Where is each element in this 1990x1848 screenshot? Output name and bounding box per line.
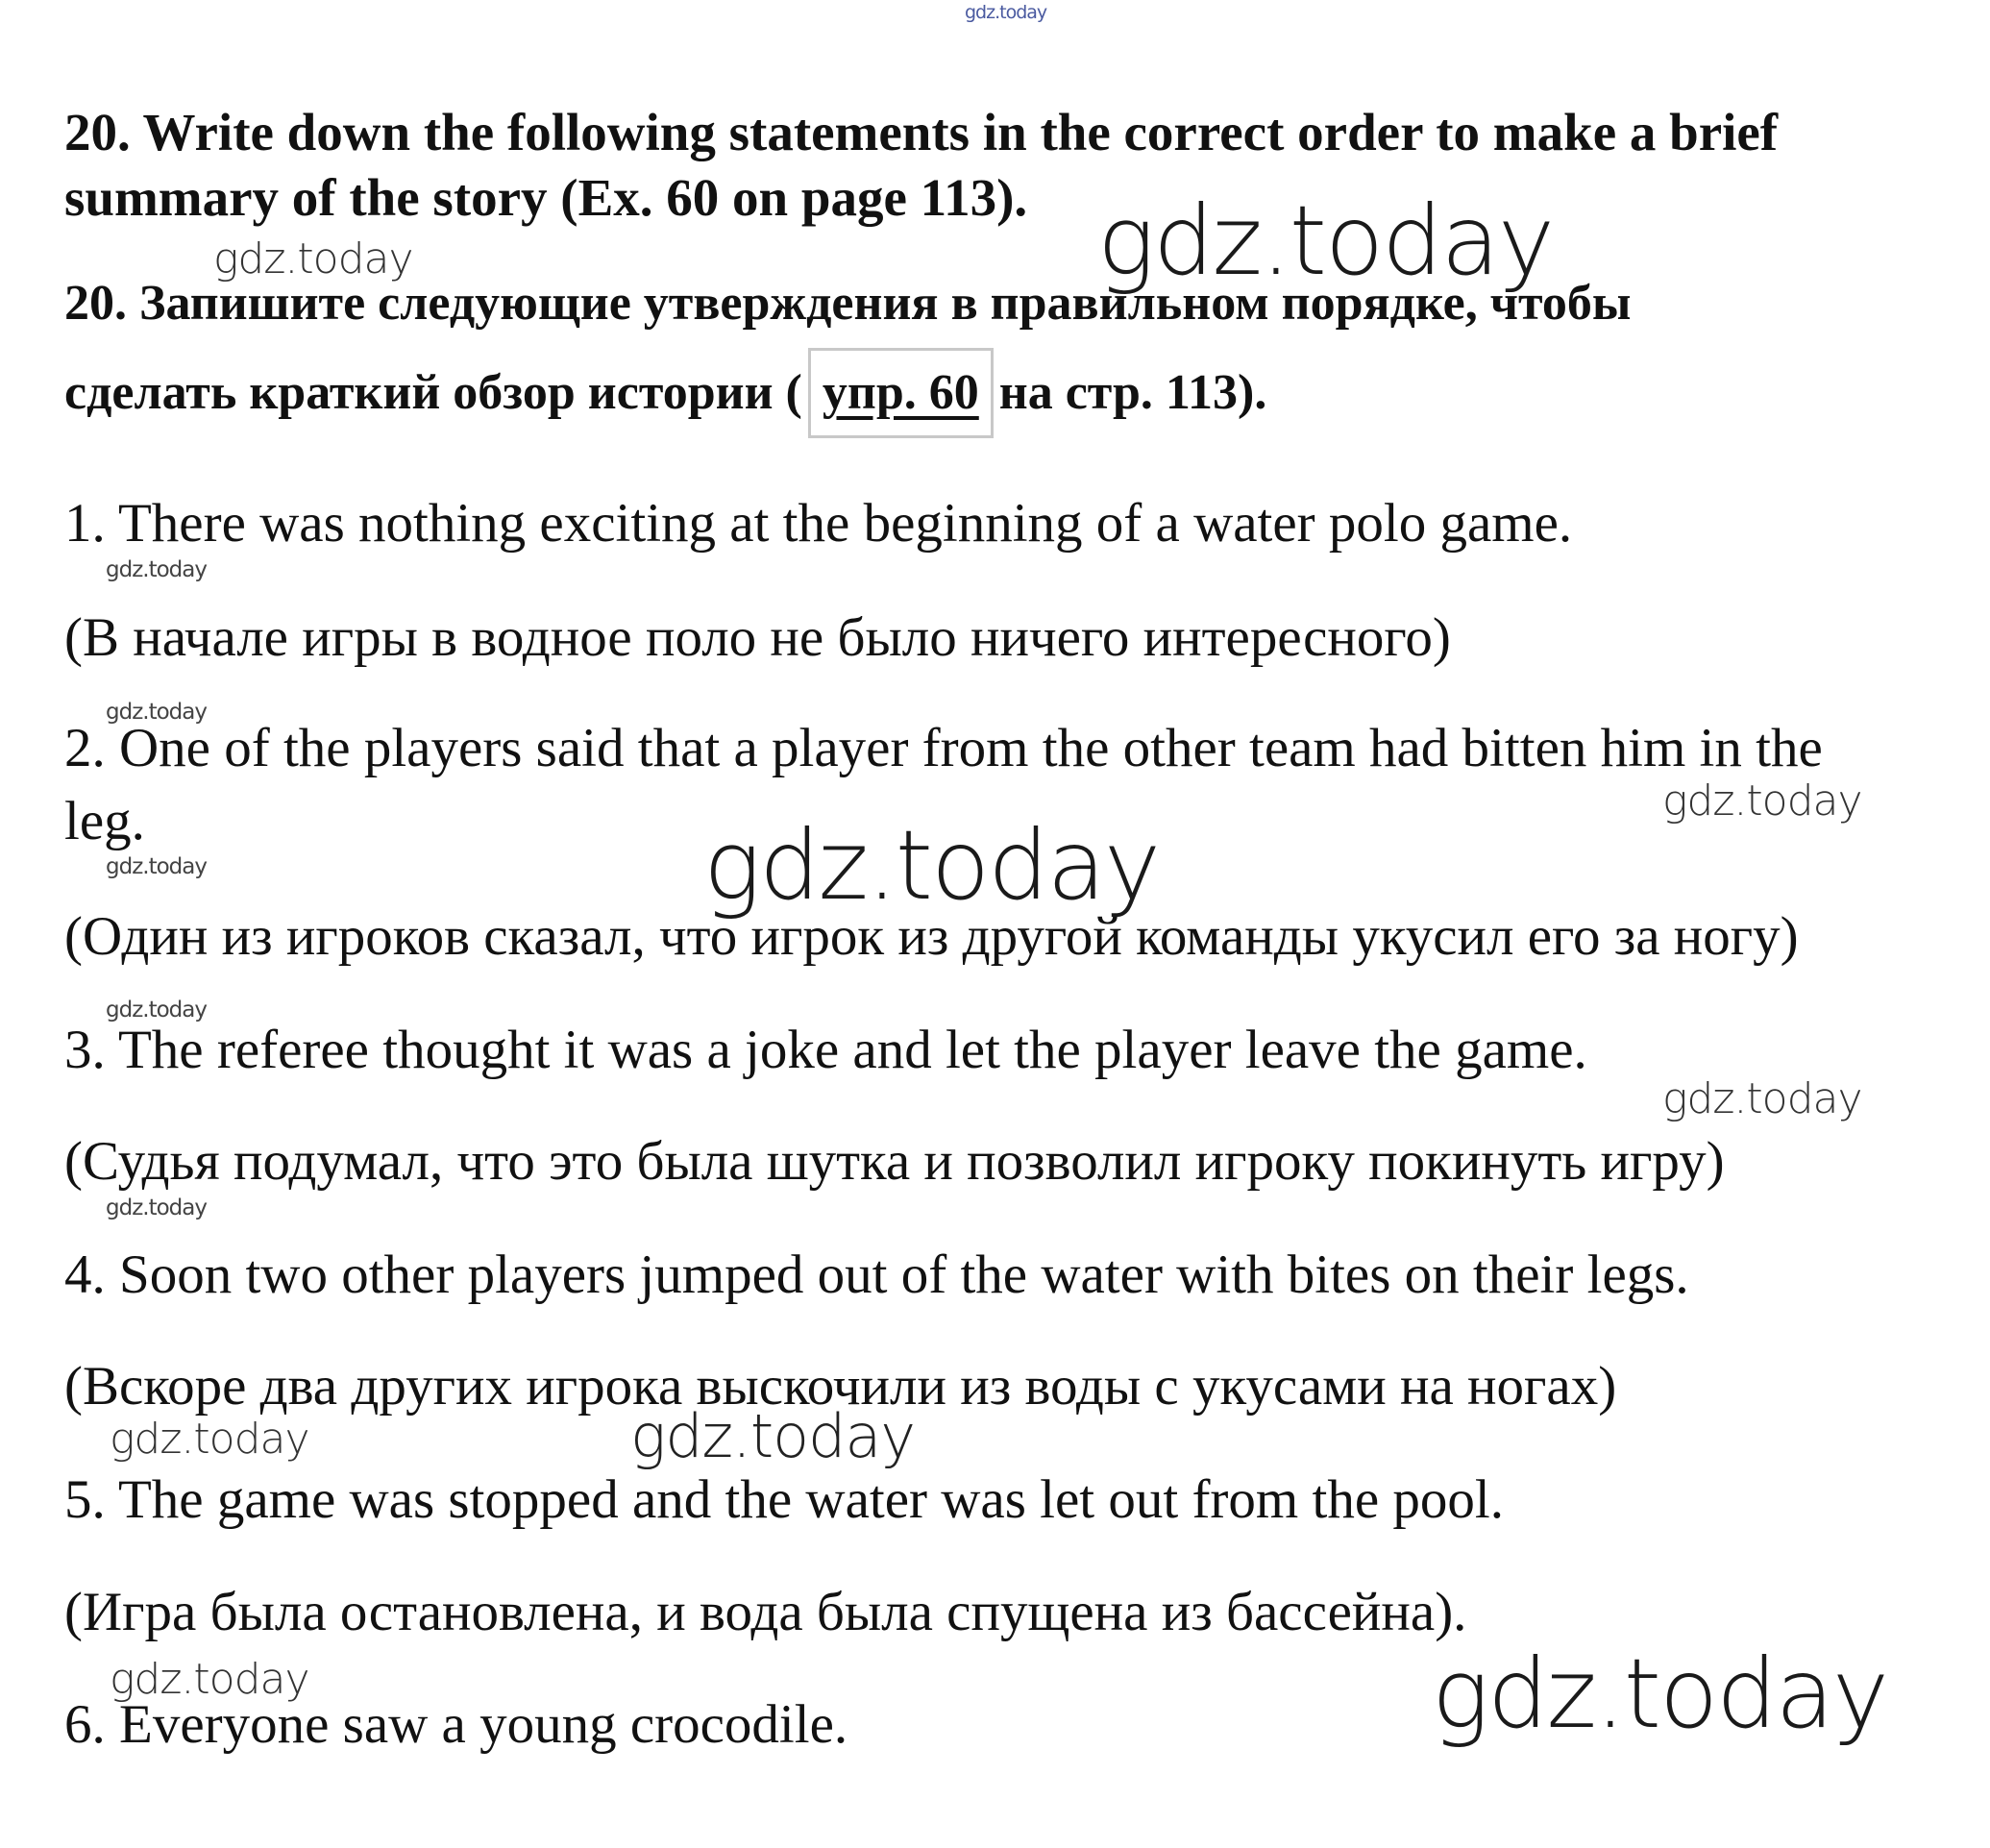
- task-heading-ru-line2: [64, 348, 1266, 438]
- list-item-2-en-line2: leg.: [64, 791, 145, 851]
- list-item-4-en: 4. Soon two other players jumped out of the water with bites on their legs.: [64, 1244, 1689, 1305]
- list-item-2-ru: (Один из игроков сказал, что игрок из другой команды укусил его за ногу): [64, 906, 1799, 967]
- watermark-large: gdz.today: [1432, 1638, 1888, 1750]
- list-item-2-en-line1: 2. One of the players said that a player from the other team had bitten him in the: [64, 718, 1823, 778]
- list-item-3-en: 3. The referee thought it was a joke and let the player leave the game.: [64, 1020, 1587, 1080]
- list-item-1-en: 1. There was nothing exciting at the beginning of a water polo game.: [64, 493, 1573, 554]
- watermark-top: gdz.today: [965, 2, 1047, 23]
- watermark-tiny: gdz.today: [106, 557, 207, 582]
- watermark-small: gdz.today: [1662, 1074, 1862, 1123]
- watermark-large: gdz.today: [1097, 185, 1554, 297]
- task-heading-ru-before: сделать краткий обзор истории (: [64, 365, 802, 420]
- task-heading-ru-line1: 20. Запишите следующие утверждения в правильном порядке, чтобы: [64, 276, 1632, 331]
- watermark-tiny: gdz.today: [106, 700, 207, 725]
- task-heading-en-line1: 20. Write down the following statements in the correct order to make a brief: [64, 103, 1779, 161]
- task-heading-en-line2: summary of the story (Ex. 60 on page 113).: [64, 168, 1028, 227]
- watermark-small: gdz.today: [110, 1415, 309, 1464]
- exercise-reference-box[interactable]: [808, 348, 994, 438]
- watermark-small: gdz.today: [213, 234, 413, 283]
- watermark-medium: gdz.today: [630, 1401, 916, 1471]
- watermark-small: gdz.today: [110, 1655, 309, 1704]
- list-item-5-en: 5. The game was stopped and the water was let out from the pool.: [64, 1469, 1504, 1530]
- watermark-small: gdz.today: [1662, 776, 1862, 825]
- list-item-1-ru: (В начале игры в водное поло не было ничего интересного): [64, 607, 1451, 668]
- watermark-tiny: gdz.today: [106, 854, 207, 879]
- list-item-3-ru: (Судья подумал, что это была шутка и позволил игроку покинуть игру): [64, 1131, 1725, 1192]
- watermark-tiny: gdz.today: [106, 998, 207, 1023]
- exercise-reference-link[interactable]: упр. 60: [822, 365, 979, 420]
- task-heading-ru-after: на стр. 113).: [998, 365, 1267, 420]
- list-item-5-ru: (Игра была остановлена, и вода была спущена из бассейна).: [64, 1582, 1467, 1642]
- list-item-4-ru: (Вскоре два других игрока выскочили из воды с укусами на ногах): [64, 1356, 1617, 1417]
- list-item-6-en: 6. Everyone saw a young crocodile.: [64, 1694, 848, 1755]
- watermark-large: gdz.today: [703, 809, 1160, 922]
- watermark-tiny: gdz.today: [106, 1195, 207, 1220]
